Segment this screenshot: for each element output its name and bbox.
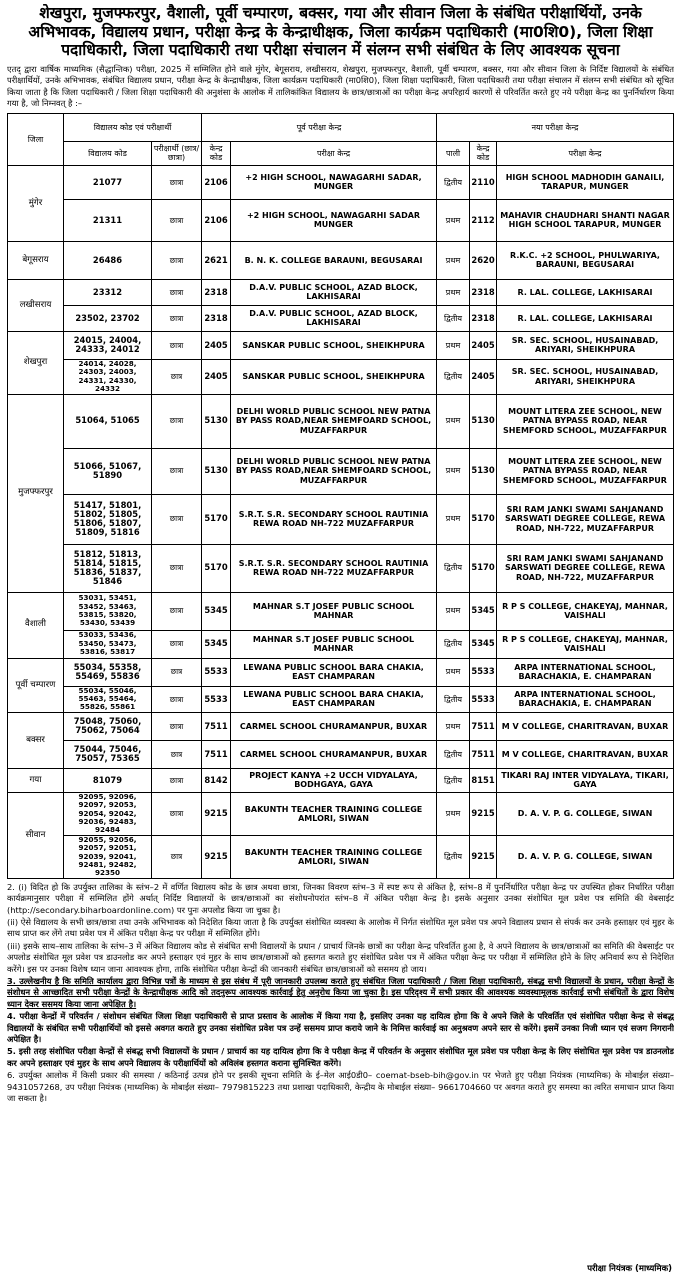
school-code-cell: 23312 <box>64 279 152 305</box>
new-centre-cell: MOUNT LITERA ZEE SCHOOL, NEW PATNA BYPASS ROAD, NEAR SHEMFORD SCHOOL, MUZAFFARPUR <box>497 448 674 494</box>
old-centre-code-cell: 5130 <box>202 448 231 494</box>
district-cell: बक्सर <box>8 712 64 768</box>
note-3: 3. उल्लेखनीय है कि समिति कार्यालय द्वारा विभिन्न पत्रों के माध्यम से इस संबंध में पूरी जानकारी उपलब्ध कराते हुए संबंधित जिला पदाधिकारी / जिला शिक्षा पदाधिकारी, संबद्ध सभी विद्यालयों के प्रधान, परीक्षा केन्द्रों के संशोधन से आच्छादित सभी परीक्षा केन्द्रों के केन्द्राधीक्षक आदि को तदनुरूप आवश्यक कार्रवाई हेतु अनुरोध किया जा चुका है। इस परिदृश्य में सभी प्रकार की आवश्यक व्यवस्थामूलक कार्रवाई सभी संबंधितों के द्वारा विशेष ध्यान देकर ससमय किया जाना अपेक्षित है। <box>7 976 674 1009</box>
table-row <box>8 544 674 592</box>
table-row <box>8 592 674 630</box>
old-centre-code-cell: 2318 <box>202 305 231 331</box>
old-centre-cell: DELHI WORLD PUBLIC SCHOOL NEW PATNA BY PASS ROAD,NEAR SHEMFOARD SCHOOL, MUZAFFARPUR <box>231 448 437 494</box>
candidate-cell: छात्रा <box>152 792 202 835</box>
new-centre-code-cell: 5130 <box>470 448 497 494</box>
old-centre-code-cell: 9215 <box>202 835 231 878</box>
header-school-group: विद्यालय कोड एवं परीक्षार्थी <box>64 113 202 141</box>
candidate-cell: छात्रा <box>152 165 202 199</box>
candidate-cell: छात्र <box>152 835 202 878</box>
new-centre-cell: SR. SEC. SCHOOL, HUSAINABAD, ARIYARI, SHEIKHPURA <box>497 331 674 359</box>
old-centre-code-cell: 2621 <box>202 241 231 279</box>
old-centre-code-cell: 5345 <box>202 630 231 658</box>
candidate-cell: छात्रा <box>152 768 202 792</box>
shift-cell: प्रथम <box>437 279 470 305</box>
shift-cell: प्रथम <box>437 199 470 241</box>
district-cell: गया <box>8 768 64 792</box>
old-centre-cell: +2 HIGH SCHOOL, NAWAGARHI SADAR MUNGER <box>231 199 437 241</box>
note-6: 6. उपर्युक्त आलोक में किसी प्रकार की समस्या / कठिनाई उत्पन्न होने पर इसकी सूचना समिति के ई–मेल आई0डी0– coemat-bseb-bih@gov.in पर भेजते हुए परीक्षा नियंत्रक (माध्यमिक) के मोबाईल संख्या– 9431057268, उप परीक्षा नियंत्रक (माध्यमिक) के मोबाईल संख्या– 7979815223 तथा प्रशाखा पदाधिकारी, केन्द्रीय के मोबाईल संख्या– 9661704660 पर अवगत कराते हुए समस्या का त्वरित समाधान प्राप्त किया जा सकता है। <box>7 1070 674 1104</box>
shift-cell: प्रथम <box>437 448 470 494</box>
table-row <box>8 448 674 494</box>
school-code-cell: 55034, 55358, 55469, 55836 <box>64 658 152 686</box>
old-centre-cell: B. N. K. COLLEGE BARAUNI, BEGUSARAI <box>231 241 437 279</box>
shift-cell: द्वितीय <box>437 686 470 712</box>
shift-cell: प्रथम <box>437 241 470 279</box>
old-centre-code-cell: 2318 <box>202 279 231 305</box>
school-code-cell: 51417, 51801, 51802, 51805, 51806, 51807, 51809, 51816 <box>64 494 152 544</box>
school-code-cell: 21311 <box>64 199 152 241</box>
table-row <box>8 331 674 359</box>
school-code-cell: 23502, 23702 <box>64 305 152 331</box>
shift-cell: द्वितीय <box>437 165 470 199</box>
old-centre-cell: D.A.V. PUBLIC SCHOOL, AZAD BLOCK, LAKHISARAI <box>231 305 437 331</box>
old-centre-code-cell: 9215 <box>202 792 231 835</box>
old-centre-cell: CARMEL SCHOOL CHURAMANPUR, BUXAR <box>231 740 437 768</box>
new-centre-code-cell: 5130 <box>470 394 497 448</box>
new-centre-code-cell: 7511 <box>470 740 497 768</box>
school-code-cell: 51064, 51065 <box>64 394 152 448</box>
candidate-cell: छात्रा <box>152 305 202 331</box>
header-new-centre-group: नया परीक्षा केन्द्र <box>437 113 674 141</box>
old-centre-cell: S.R.T. S.R. SECONDARY SCHOOL RAUTINIA REWA ROAD NH-722 MUZAFFARPUR <box>231 494 437 544</box>
shift-cell: प्रथम <box>437 712 470 740</box>
note-4: 4. परीक्षा केन्द्रों में परिवर्तन / संशोधन संबंधित जिला शिक्षा पदाधिकारी से प्राप्त प्रस्ताव के आलोक में किया गया है, इसलिए उनका यह दायित्व होगा कि वे अपने जिले के परिवर्तित एवं संशोधित परीक्षा केन्द्र से संबद्ध विद्यालयों के संबंधित सभी परीक्षार्थियों को इससे अवगत कराते हुए उनका संशोधित प्रवेश पत्र उन्हें ससमय प्राप्त कराये जाने के निमित्त कार्रवाई का अनुश्रवण अपने स्तर से करेंगे। इसमें उनका निजी ध्यान एवं सजग निगरानी अपेक्षित है। <box>7 1011 674 1045</box>
candidate-cell: छात्रा <box>152 394 202 448</box>
new-centre-cell: R.K.C. +2 SCHOOL, PHULWARIYA, BARAUNI, BEGUSARAI <box>497 241 674 279</box>
table-row <box>8 630 674 658</box>
old-centre-cell: DELHI WORLD PUBLIC SCHOOL NEW PATNA BY PASS ROAD,NEAR SHEMFOARD SCHOOL, MUZAFFARPUR <box>231 394 437 448</box>
new-centre-cell: M V COLLEGE, CHARITRAVAN, BUXAR <box>497 740 674 768</box>
header-old-centre-code: केन्द्र कोड <box>202 141 231 165</box>
candidate-cell: छात्रा <box>152 630 202 658</box>
note-2-i: 2. (i) विदित हो कि उपर्युक्त तालिका के स्तंभ–2 में वर्णित विद्यालय कोड के छात्र अथवा छात्रा, जिनका विवरण स्तंभ–3 में स्पष्ट रूप से अंकित है, स्तंभ–8 में पुनर्निर्धारित परीक्षा केन्द्र पर उपस्थित होकर निर्धारित परीक्षा कार्यक्रमानुसार परीक्षा में सम्मिलित होंगे अर्थात् निर्दिष्ट विद्यालयों के छात्र/छात्राओं का संशोधनोपरांत स्तंभ–8 में अंकित परीक्षा केन्द्र है। इसके अनुसार उनका संशोधित मूल प्रवेश पत्र समिति की वेबसाईट (http://secondary.biharboardonline.com) पर पुनः अपलोड किया जा चुका है। <box>7 881 674 915</box>
candidate-cell: छात्रा <box>152 448 202 494</box>
new-centre-cell: ARPA INTERNATIONAL SCHOOL, BARACHAKIA, E. CHAMPARAN <box>497 686 674 712</box>
table-row <box>8 658 674 686</box>
school-code-cell: 24015, 24004, 24333, 24012 <box>64 331 152 359</box>
header-school-code: विद्यालय कोड <box>64 141 152 165</box>
school-code-cell: 51812, 51813, 51814, 51815, 51836, 51837, 51846 <box>64 544 152 592</box>
table-row <box>8 305 674 331</box>
old-centre-code-cell: 5170 <box>202 494 231 544</box>
new-centre-cell: MOUNT LITERA ZEE SCHOOL, NEW PATNA BYPASS ROAD, NEAR SHEMFORD SCHOOL, MUZAFFARPUR <box>497 394 674 448</box>
school-code-cell: 51066, 51067, 51890 <box>64 448 152 494</box>
candidate-cell: छात्रा <box>152 241 202 279</box>
school-code-cell: 53033, 53436, 53450, 53473, 53816, 53817 <box>64 630 152 658</box>
new-centre-code-cell: 7511 <box>470 712 497 740</box>
district-cell: मुंगेर <box>8 165 64 241</box>
district-cell: वैशाली <box>8 592 64 658</box>
new-centre-cell: R P S COLLEGE, CHAKEYAJ, MAHNAR, VAISHALI <box>497 630 674 658</box>
candidate-cell: छात्रा <box>152 686 202 712</box>
district-cell: शेखपुरा <box>8 331 64 394</box>
table-row <box>8 792 674 835</box>
school-code-cell: 53031, 53451, 53452, 53463, 53815, 53820, 53430, 53439 <box>64 592 152 630</box>
candidate-cell: छात्र <box>152 359 202 394</box>
old-centre-code-cell: 7511 <box>202 712 231 740</box>
school-code-cell: 92095, 92096, 92097, 92053, 92054, 92042, 92036, 92483, 92484 <box>64 792 152 835</box>
old-centre-cell: MAHNAR S.T JOSEF PUBLIC SCHOOL MAHNAR <box>231 592 437 630</box>
shift-cell: प्रथम <box>437 394 470 448</box>
district-cell: बेगूसराय <box>8 241 64 279</box>
new-centre-code-cell: 2620 <box>470 241 497 279</box>
old-centre-cell: S.R.T. S.R. SECONDARY SCHOOL RAUTINIA REWA ROAD NH-722 MUZAFFARPUR <box>231 544 437 592</box>
header-old-centre: परीक्षा केन्द्र <box>231 141 437 165</box>
school-code-cell: 81079 <box>64 768 152 792</box>
new-centre-code-cell: 2405 <box>470 331 497 359</box>
new-centre-cell: HIGH SCHOOL MADHODIH GANAILI, TARAPUR, MUNGER <box>497 165 674 199</box>
table-row <box>8 768 674 792</box>
header-new-centre-code: केन्द्र कोड <box>470 141 497 165</box>
new-centre-code-cell: 8151 <box>470 768 497 792</box>
candidate-cell: छात्रा <box>152 279 202 305</box>
shift-cell: द्वितीय <box>437 740 470 768</box>
header-new-centre: परीक्षा केन्द्र <box>497 141 674 165</box>
new-centre-cell: SRI RAM JANKI SWAMI SAHJANAND SARSWATI DEGREE COLLEGE, REWA ROAD, NH-722, MUZAFFARPUR <box>497 494 674 544</box>
candidate-cell: छात्र <box>152 658 202 686</box>
candidate-cell: छात्रा <box>152 592 202 630</box>
new-centre-cell: D. A. V. P. G. COLLEGE, SIWAN <box>497 835 674 878</box>
old-centre-cell: BAKUNTH TEACHER TRAINING COLLEGE AMLORI, SIWAN <box>231 835 437 878</box>
new-centre-cell: R. LAL. COLLEGE, LAKHISARAI <box>497 305 674 331</box>
new-centre-code-cell: 2318 <box>470 305 497 331</box>
new-centre-cell: R. LAL. COLLEGE, LAKHISARAI <box>497 279 674 305</box>
old-centre-cell: BAKUNTH TEACHER TRAINING COLLEGE AMLORI, SIWAN <box>231 792 437 835</box>
candidate-cell: छात्रा <box>152 494 202 544</box>
new-centre-cell: ARPA INTERNATIONAL SCHOOL, BARACHAKIA, E. CHAMPARAN <box>497 658 674 686</box>
new-centre-cell: TIKARI RAJ INTER VIDYALAYA, TIKARI, GAYA <box>497 768 674 792</box>
header-district: जिला <box>8 113 64 165</box>
shift-cell: द्वितीय <box>437 630 470 658</box>
table-row <box>8 279 674 305</box>
old-centre-cell: SANSKAR PUBLIC SCHOOL, SHEIKHPURA <box>231 359 437 394</box>
candidate-cell: छात्र <box>152 740 202 768</box>
old-centre-code-cell: 8142 <box>202 768 231 792</box>
new-centre-code-cell: 5533 <box>470 658 497 686</box>
table-row <box>8 241 674 279</box>
district-cell: पूर्वी चम्पारण <box>8 658 64 712</box>
new-centre-cell: D. A. V. P. G. COLLEGE, SIWAN <box>497 792 674 835</box>
centre-change-table <box>7 113 674 879</box>
old-centre-cell: LEWANA PUBLIC SCHOOL BARA CHAKIA, EAST CHAMPARAN <box>231 686 437 712</box>
school-code-cell: 55034, 55046, 55463, 55464, 55826, 55861 <box>64 686 152 712</box>
new-centre-code-cell: 5345 <box>470 592 497 630</box>
old-centre-cell: LEWANA PUBLIC SCHOOL BARA CHAKIA, EAST CHAMPARAN <box>231 658 437 686</box>
notes-section <box>7 882 674 1105</box>
new-centre-code-cell: 2405 <box>470 359 497 394</box>
shift-cell: प्रथम <box>437 494 470 544</box>
old-centre-code-cell: 2106 <box>202 165 231 199</box>
school-code-cell: 75048, 75060, 75062, 75064 <box>64 712 152 740</box>
school-code-cell: 26486 <box>64 241 152 279</box>
candidate-cell: छात्रा <box>152 712 202 740</box>
shift-cell: प्रथम <box>437 658 470 686</box>
new-centre-code-cell: 5345 <box>470 630 497 658</box>
new-centre-cell: M V COLLEGE, CHARITRAVAN, BUXAR <box>497 712 674 740</box>
school-code-cell: 24014, 24028, 24303, 24003, 24331, 24330, 24332 <box>64 359 152 394</box>
district-cell: मुजफ्फरपुर <box>8 394 64 592</box>
old-centre-code-cell: 5345 <box>202 592 231 630</box>
old-centre-cell: SANSKAR PUBLIC SCHOOL, SHEIKHPURA <box>231 331 437 359</box>
old-centre-code-cell: 5533 <box>202 686 231 712</box>
header-candidate: परीक्षार्थी (छात्र/छात्रा) <box>152 141 202 165</box>
candidate-cell: छात्रा <box>152 544 202 592</box>
note-5: 5. इसी तरह संशोधित परीक्षा केन्द्रों से संबद्ध सभी विद्यालयों के प्रधान / प्राचार्य का यह दायित्व होगा कि वे परीक्षा केन्द्र में परिवर्तन के अनुसार संशोधित मूल प्रवेश पत्र परीक्षा केन्द्र के लिए संशोधित मूल प्रवेश पत्र डाउनलोड कर अपने हस्ताक्षर एवं मुहर के साथ अपने विद्यालय के परीक्षार्थियों को अविलंब हस्तगत कराना सुनिश्चित करेंगे। <box>7 1046 674 1068</box>
new-centre-cell: SRI RAM JANKI SWAMI SAHJANAND SARSWATI DEGREE COLLEGE, REWA ROAD, NH-722, MUZAFFARPUR <box>497 544 674 592</box>
table-row <box>8 359 674 394</box>
candidate-cell: छात्रा <box>152 199 202 241</box>
school-code-cell: 75044, 75046, 75057, 75365 <box>64 740 152 768</box>
old-centre-code-cell: 5170 <box>202 544 231 592</box>
candidate-cell: छात्रा <box>152 331 202 359</box>
note-2-iii: (iii) इसके साथ–साथ तालिका के स्तंभ–3 में अंकित विद्यालय कोड से संबंधित सभी विद्यालयों के प्रधान / प्राचार्य जिनके छात्रों का परीक्षा केन्द्र परिवर्तित हुआ है, वे अपने विद्यालय के छात्र/छात्राओं का समिति की वेबसाईट पर अपलोड संशोधित मूल प्रवेश पत्र डाउनलोड कर अपने हस्ताक्षर एवं मुहर के साथ छात्र/छात्राओं को हस्तगत कराते हुए संशोधित प्रवेश पत्र में अंकित परीक्षा केन्द्र पर परीक्षा में सम्मिलित होने के लिए अनिवार्य रूप से निदेशित करेंगे। इस पर उनका विशेष ध्यान जाना आवश्यक होगा, ताकि संशोधित परीक्षा केन्द्रों की जानकारी संबंधित छात्र/छात्राओं को ससमय हो जाय। <box>7 940 674 974</box>
notice-title: शेखपुरा, मुजफ्फरपुर, वैशाली, पूर्वी चम्पारण, बक्सर, गया और सीवान जिला के संबंधित परीक्षार्थियों, उनके अभिभावक, विद्यालय प्रधान, परीक्षा केन्द्र के केन्द्राधीक्षक, जिला कार्यक्रम पदाधिकारी (मा0शि0), जिला शिक्षा पदाधिकारी, जिला पदाधिकारी तथा परीक्षा संचालन में संलग्न सभी संबंधित के लिए आवश्यक सूचना <box>28 4 653 59</box>
notice-page <box>7 4 674 1276</box>
new-centre-code-cell: 5170 <box>470 494 497 544</box>
new-centre-cell: MAHAVIR CHAUDHARI SHANTI NAGAR HIGH SCHOOL TARAPUR, MUNGER <box>497 199 674 241</box>
old-centre-code-cell: 2405 <box>202 359 231 394</box>
old-centre-code-cell: 7511 <box>202 740 231 768</box>
old-centre-code-cell: 5130 <box>202 394 231 448</box>
shift-cell: द्वितीय <box>437 359 470 394</box>
old-centre-code-cell: 2106 <box>202 199 231 241</box>
new-centre-cell: SR. SEC. SCHOOL, HUSAINABAD, ARIYARI, SHEIKHPURA <box>497 359 674 394</box>
shift-cell: प्रथम <box>437 592 470 630</box>
new-centre-cell: R P S COLLEGE, CHAKEYAJ, MAHNAR, VAISHALI <box>497 592 674 630</box>
shift-cell: प्रथम <box>437 331 470 359</box>
table-row <box>8 494 674 544</box>
old-centre-cell: +2 HIGH SCHOOL, NAWAGARHI SADAR, MUNGER <box>231 165 437 199</box>
notice-intro: एतद् द्वारा वार्षिक माध्यमिक (सैद्धान्तिक) परीक्षा, 2025 में सम्मिलित होने वाले मुंगेर, बेगूसराय, लखीसराय, शेखपुरा, मुजफ्फरपुर, वैशाली, पूर्वी चम्पारण, बक्सर, गया और सीवान जिला के निर्दिष्ट विद्यालयों के संबंधित परीक्षार्थियों, उनके अभिभावक, संबंधित विद्यालय प्रधान, परीक्षा केन्द्र के केन्द्राधीक्षक, जिला कार्यक्रम पदाधिकारी (मा0शि0), जिला शिक्षा पदाधिकारी, जिला पदाधिकारी तथा परीक्षा संचालन में संलग्न सभी संबंधित को सूचित किया जाता है कि जिला पदाधिकारी / जिला शिक्षा पदाधिकारी की अनुशंसा के आलोक में तालिकांकित विद्यालय के छात्र/छात्राओं का परीक्षा केन्द्र अपरिहार्य कारणों से परिवर्तित करते हुए नये परीक्षा केन्द्र का पुनर्निर्धारण किया गया है, जो निम्नवत् है :– <box>7 63 674 109</box>
shift-cell: द्वितीय <box>437 835 470 878</box>
table-row <box>8 686 674 712</box>
new-centre-code-cell: 9215 <box>470 792 497 835</box>
old-centre-cell: MAHNAR S.T JOSEF PUBLIC SCHOOL MAHNAR <box>231 630 437 658</box>
note-2-ii: (ii) ऐसे विद्यालय के सभी छात्र/छात्रा तथा उनके अभिभावक को निदेशित किया जाता है कि उपर्युक्त संशोधित व्यवस्था के आलोक में निर्गत संशोधित मूल प्रवेश पत्र अपने विद्यालय प्रधान से संपर्क कर उनके हस्ताक्षर एवं मुहर के साथ प्राप्त कर लेंगे तथा प्रवेश पत्र में अंकित परीक्षा केन्द्र पर परीक्षा में सम्मिलित होंगे। <box>7 917 674 939</box>
school-code-cell: 21077 <box>64 165 152 199</box>
table-row <box>8 835 674 878</box>
table-row <box>8 712 674 740</box>
new-centre-code-cell: 5170 <box>470 544 497 592</box>
table-row <box>8 394 674 448</box>
header-shift: पाली <box>437 141 470 165</box>
new-centre-code-cell: 2110 <box>470 165 497 199</box>
school-code-cell: 92055, 92056, 92057, 92051, 92039, 92041, 92481, 92482, 92350 <box>64 835 152 878</box>
shift-cell: द्वितीय <box>437 305 470 331</box>
signature: परीक्षा नियंत्रक (माध्यमिक) <box>587 1264 672 1274</box>
header-old-centre-group: पूर्व परीक्षा केन्द्र <box>202 113 437 141</box>
table-row <box>8 740 674 768</box>
shift-cell: द्वितीय <box>437 544 470 592</box>
new-centre-code-cell: 2112 <box>470 199 497 241</box>
shift-cell: द्वितीय <box>437 768 470 792</box>
shift-cell: प्रथम <box>437 792 470 835</box>
old-centre-cell: D.A.V. PUBLIC SCHOOL, AZAD BLOCK, LAKHISARAI <box>231 279 437 305</box>
old-centre-cell: PROJECT KANYA +2 UCCH VIDYALAYA, BODHGAYA, GAYA <box>231 768 437 792</box>
old-centre-code-cell: 2405 <box>202 331 231 359</box>
district-cell: सीवान <box>8 792 64 878</box>
old-centre-code-cell: 5533 <box>202 658 231 686</box>
old-centre-cell: CARMEL SCHOOL CHURAMANPUR, BUXAR <box>231 712 437 740</box>
table-row <box>8 199 674 241</box>
district-cell: लखीसराय <box>8 279 64 331</box>
table-row <box>8 165 674 199</box>
new-centre-code-cell: 9215 <box>470 835 497 878</box>
new-centre-code-cell: 5533 <box>470 686 497 712</box>
new-centre-code-cell: 2318 <box>470 279 497 305</box>
